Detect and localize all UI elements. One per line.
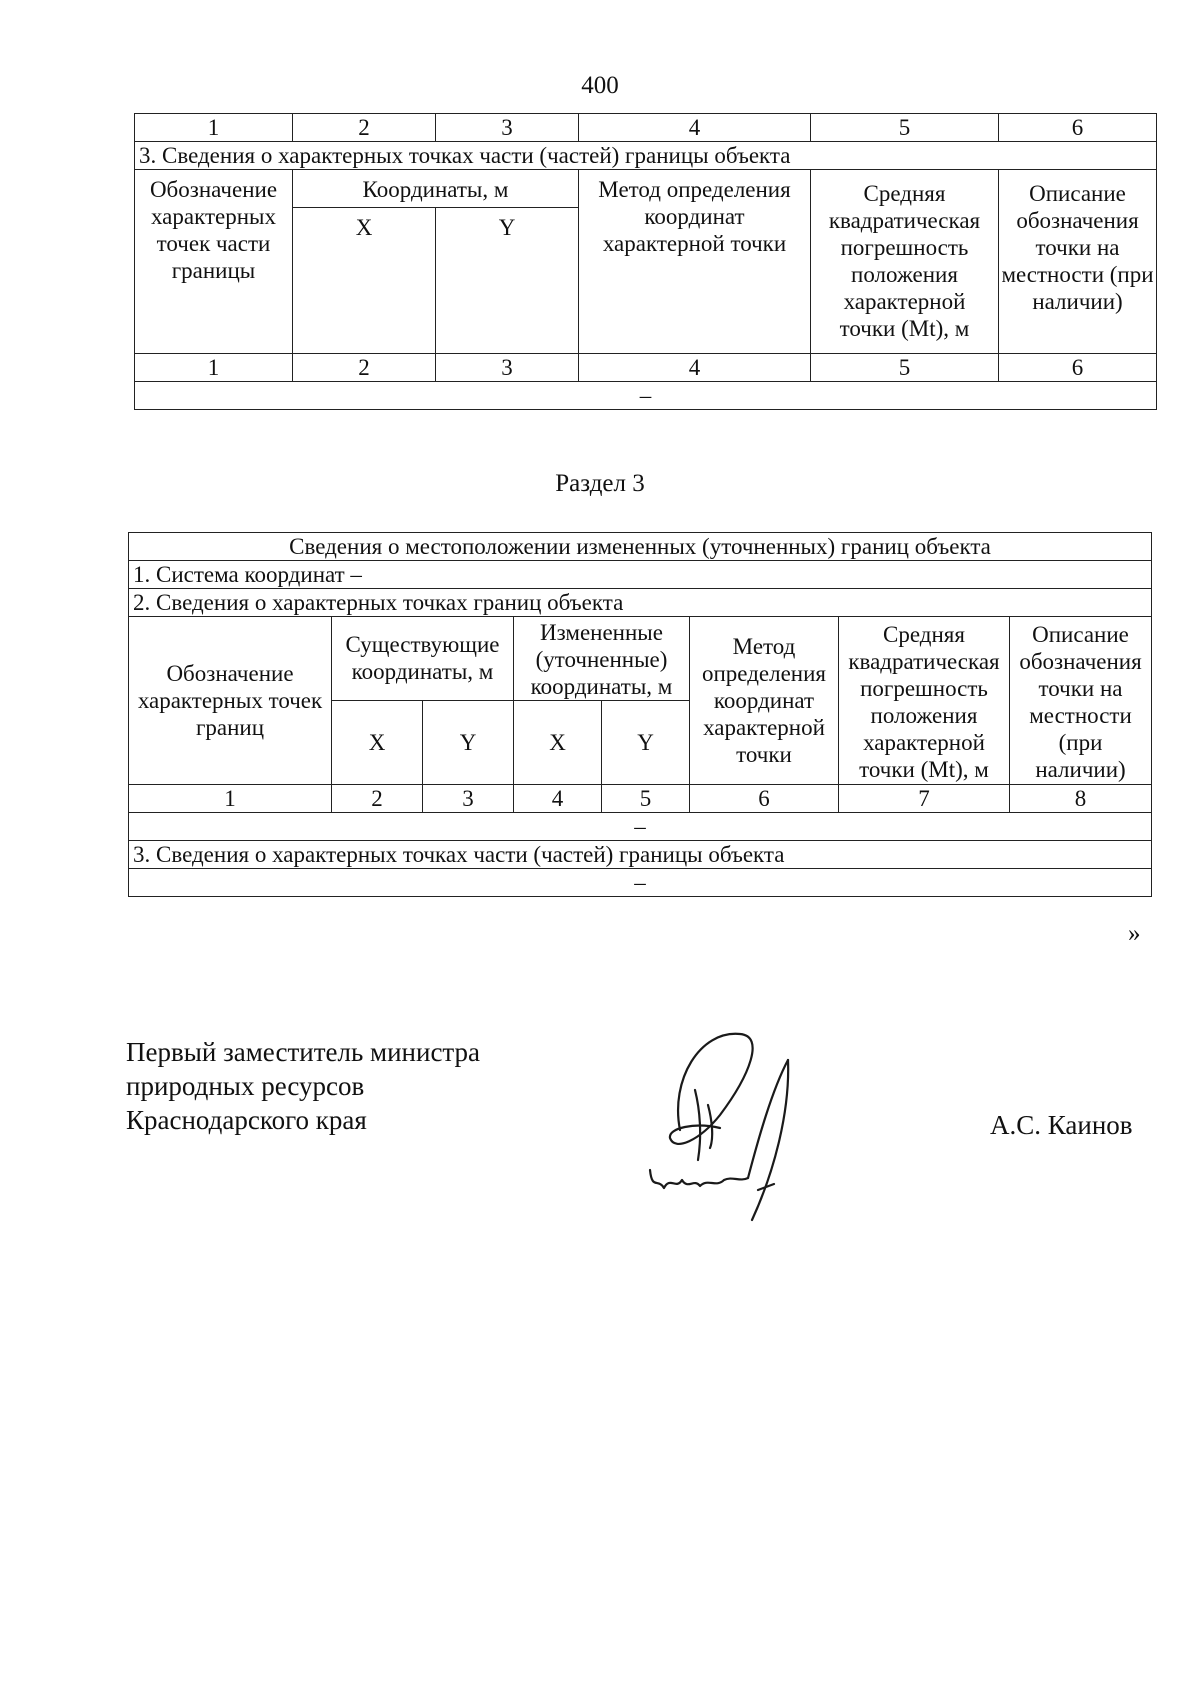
header-description: Описание обозначения точки на местности (при наличии)	[999, 170, 1157, 354]
handwritten-signature	[640, 1020, 830, 1230]
header-existing-coordinates: Существующие координаты, м	[332, 617, 514, 701]
col-number: 5	[811, 114, 999, 142]
col-number: 5	[602, 785, 690, 813]
coordinate-system: 1. Система координат –	[129, 561, 1152, 589]
header-changed-x: X	[514, 701, 602, 785]
header-changed-coordinates: Измененные (уточненные) координаты, м	[514, 617, 690, 701]
parts-heading: 3. Сведения о характерных точках части (частей) границы объекта	[129, 841, 1152, 869]
signatory-line: Краснодарского края	[126, 1105, 367, 1135]
col-number: 6	[999, 114, 1157, 142]
header-error: Средняя квадратическая погрешность положения характерной точки (Mt), м	[839, 617, 1010, 785]
section-title: Раздел 3	[555, 470, 645, 497]
top-numbering-row	[135, 114, 1157, 142]
col-number: 1	[135, 354, 293, 382]
col-number: 2	[293, 114, 436, 142]
col-number: 1	[129, 785, 332, 813]
col-number: 5	[811, 354, 999, 382]
header-x: X	[293, 208, 436, 354]
section-heading: 3. Сведения о характерных точках части (частей) границы объекта	[135, 142, 1157, 170]
closing-quote: »	[1128, 920, 1141, 947]
table-title: Сведения о местоположении измененных (уточненных) границ объекта	[129, 533, 1152, 561]
col-number: 7	[839, 785, 1010, 813]
parts-empty-row-dash: –	[129, 869, 1152, 897]
col-number: 8	[1010, 785, 1152, 813]
header-method: Метод определения координат характерной точки	[690, 617, 839, 785]
col-number: 6	[690, 785, 839, 813]
page-number: 400	[581, 72, 619, 99]
header-error: Средняя квадратическая погрешность положения характерной точки (Mt), м	[811, 170, 999, 354]
header-y: Y	[436, 208, 579, 354]
col-number: 2	[332, 785, 423, 813]
signatory-line: Первый заместитель министра	[126, 1037, 481, 1067]
col-number: 3	[436, 354, 579, 382]
points-heading: 2. Сведения о характерных точках границ объекта	[129, 589, 1152, 617]
empty-row-dash: –	[135, 382, 1157, 410]
col-number: 1	[135, 114, 293, 142]
col-number: 4	[579, 354, 811, 382]
signatory-name: А.С. Каинов	[990, 1110, 1133, 1140]
header-point: Обозначение характерных точек границ	[129, 617, 332, 785]
header-changed-y: Y	[602, 701, 690, 785]
col-number: 3	[436, 114, 579, 142]
signatory-title	[126, 1035, 480, 1137]
col-number: 2	[293, 354, 436, 382]
col-number: 6	[999, 354, 1157, 382]
header-coordinates: Координаты, м	[293, 170, 579, 208]
signatory-line: природных ресурсов	[126, 1071, 365, 1101]
changed-boundaries-table	[128, 532, 1152, 897]
header-point: Обозначение характерных точек части границы	[135, 170, 293, 354]
header-description: Описание обозначения точки на местности (при наличии)	[1010, 617, 1152, 785]
part-points-table	[134, 113, 1157, 410]
header-existing-y: Y	[423, 701, 514, 785]
col-number: 4	[514, 785, 602, 813]
col-number: 4	[579, 114, 811, 142]
empty-row-dash: –	[129, 813, 1152, 841]
col-number: 3	[423, 785, 514, 813]
header-method: Метод определения координат характерной точки	[579, 170, 811, 354]
header-existing-x: X	[332, 701, 423, 785]
